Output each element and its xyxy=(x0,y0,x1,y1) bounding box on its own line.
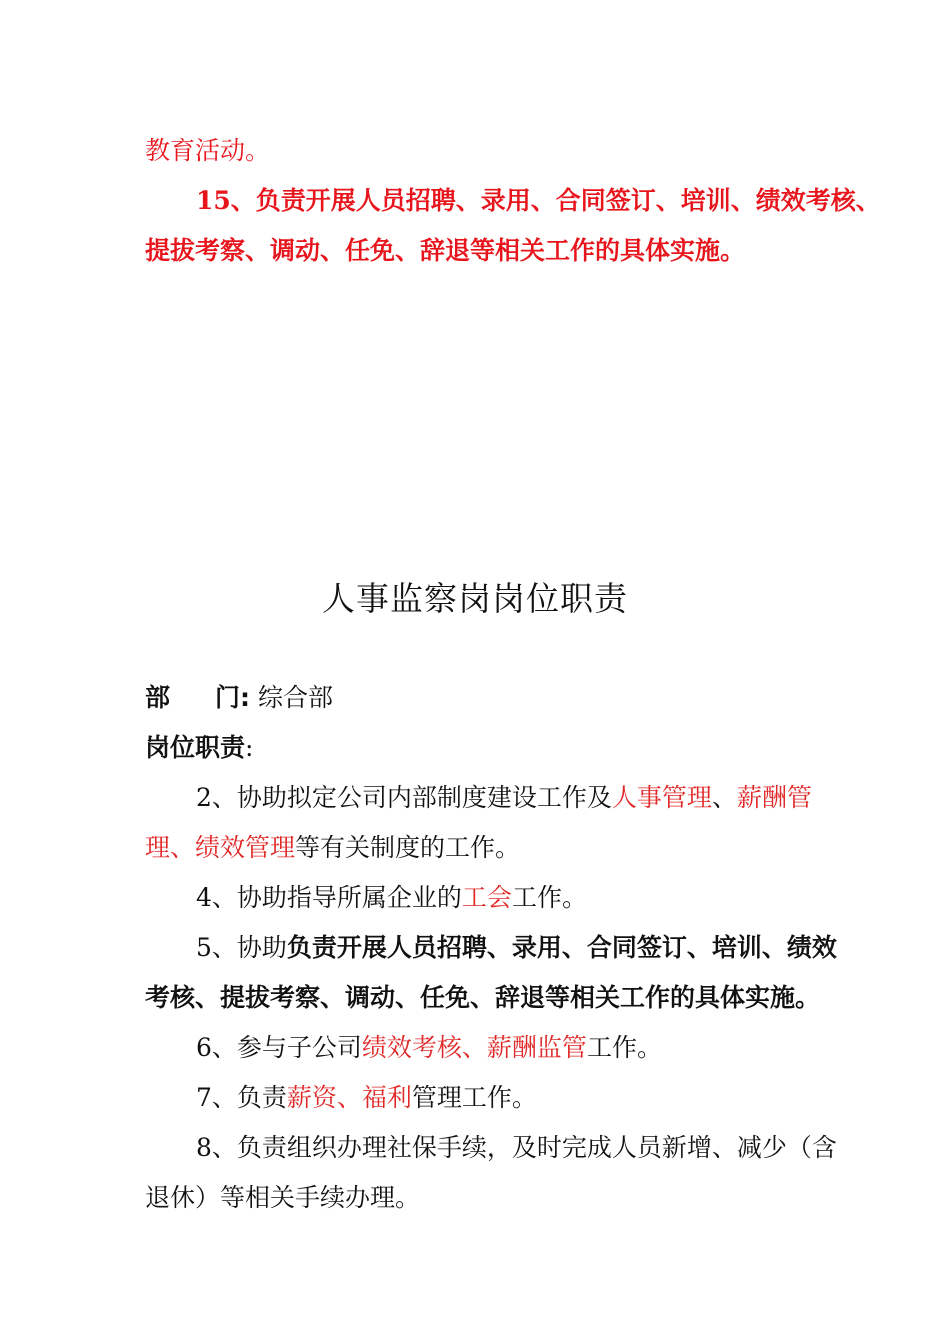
department-label-a: 部 xyxy=(145,683,171,712)
item-7 xyxy=(196,1083,810,1113)
duties-label-row xyxy=(145,733,810,763)
text-education-activities: 教育活动。 xyxy=(145,136,271,165)
item-2-text-a: 2、协助拟定公司内部制度建设工作及 xyxy=(196,783,612,812)
duties-label: 岗位职责 xyxy=(145,733,246,762)
item-2-line-1 xyxy=(196,783,810,813)
item-2-text-f: 等有关制度的工作。 xyxy=(295,833,521,862)
item-4 xyxy=(196,883,810,913)
item-5-text-c: 考核、提拔考察、调动、任免、辞退等相关工作的具体实施。 xyxy=(145,983,821,1012)
item-6-text-a: 6、参与子公司 xyxy=(196,1033,362,1062)
item-15-line-1 xyxy=(196,186,881,216)
department-label-b: 门 xyxy=(215,683,241,712)
item-2-text-c: 、 xyxy=(711,783,737,812)
item-5-line-2 xyxy=(145,983,821,1013)
department-colon: : xyxy=(240,683,251,712)
item-5-line-1 xyxy=(196,933,837,963)
item-2-text-b: 人事管理 xyxy=(611,783,712,812)
item-15-text-1: 15、负责开展人员招聘、录用、合同签订、培训、绩效考核、 xyxy=(196,186,881,215)
item-7-text-c: 管理工作。 xyxy=(411,1083,537,1112)
item-4-text-c: 工作。 xyxy=(511,883,587,912)
item-8-line-2 xyxy=(145,1183,810,1213)
item-15-line-2 xyxy=(145,236,810,266)
item-6 xyxy=(196,1033,810,1063)
item-4-text-a: 4、协助指导所属企业的 xyxy=(196,883,462,912)
duties-colon: : xyxy=(245,733,254,762)
item-2-text-e: 理、绩效管理 xyxy=(145,833,296,862)
item-7-text-b: 薪资、福利 xyxy=(286,1083,412,1112)
department-value: 综合部 xyxy=(257,683,333,712)
department-row xyxy=(145,683,810,713)
item-2-text-d: 薪酬管 xyxy=(736,783,812,812)
item-6-text-b: 绩效考核、薪酬监管 xyxy=(361,1033,587,1062)
paragraph-continuation xyxy=(145,136,810,166)
item-8-line-1 xyxy=(196,1133,837,1163)
item-15-text-2: 提拔考察、调动、任免、辞退等相关工作的具体实施。 xyxy=(145,236,746,265)
item-4-text-b: 工会 xyxy=(461,883,512,912)
item-5-text-a: 5、协助 xyxy=(196,933,287,962)
item-8-text-b: 退休）等相关手续办理。 xyxy=(145,1183,421,1212)
item-2-line-2 xyxy=(145,833,810,863)
item-7-text-a: 7、负责 xyxy=(196,1083,287,1112)
item-5-text-b: 负责开展人员招聘、录用、合同签订、培训、绩效 xyxy=(286,933,837,962)
item-6-text-c: 工作。 xyxy=(586,1033,662,1062)
item-8-text-a: 8、负责组织办理社保手续，及时完成人员新增、减少（含 xyxy=(196,1133,837,1162)
page-title: 人事监察岗岗位职责 xyxy=(322,579,628,618)
